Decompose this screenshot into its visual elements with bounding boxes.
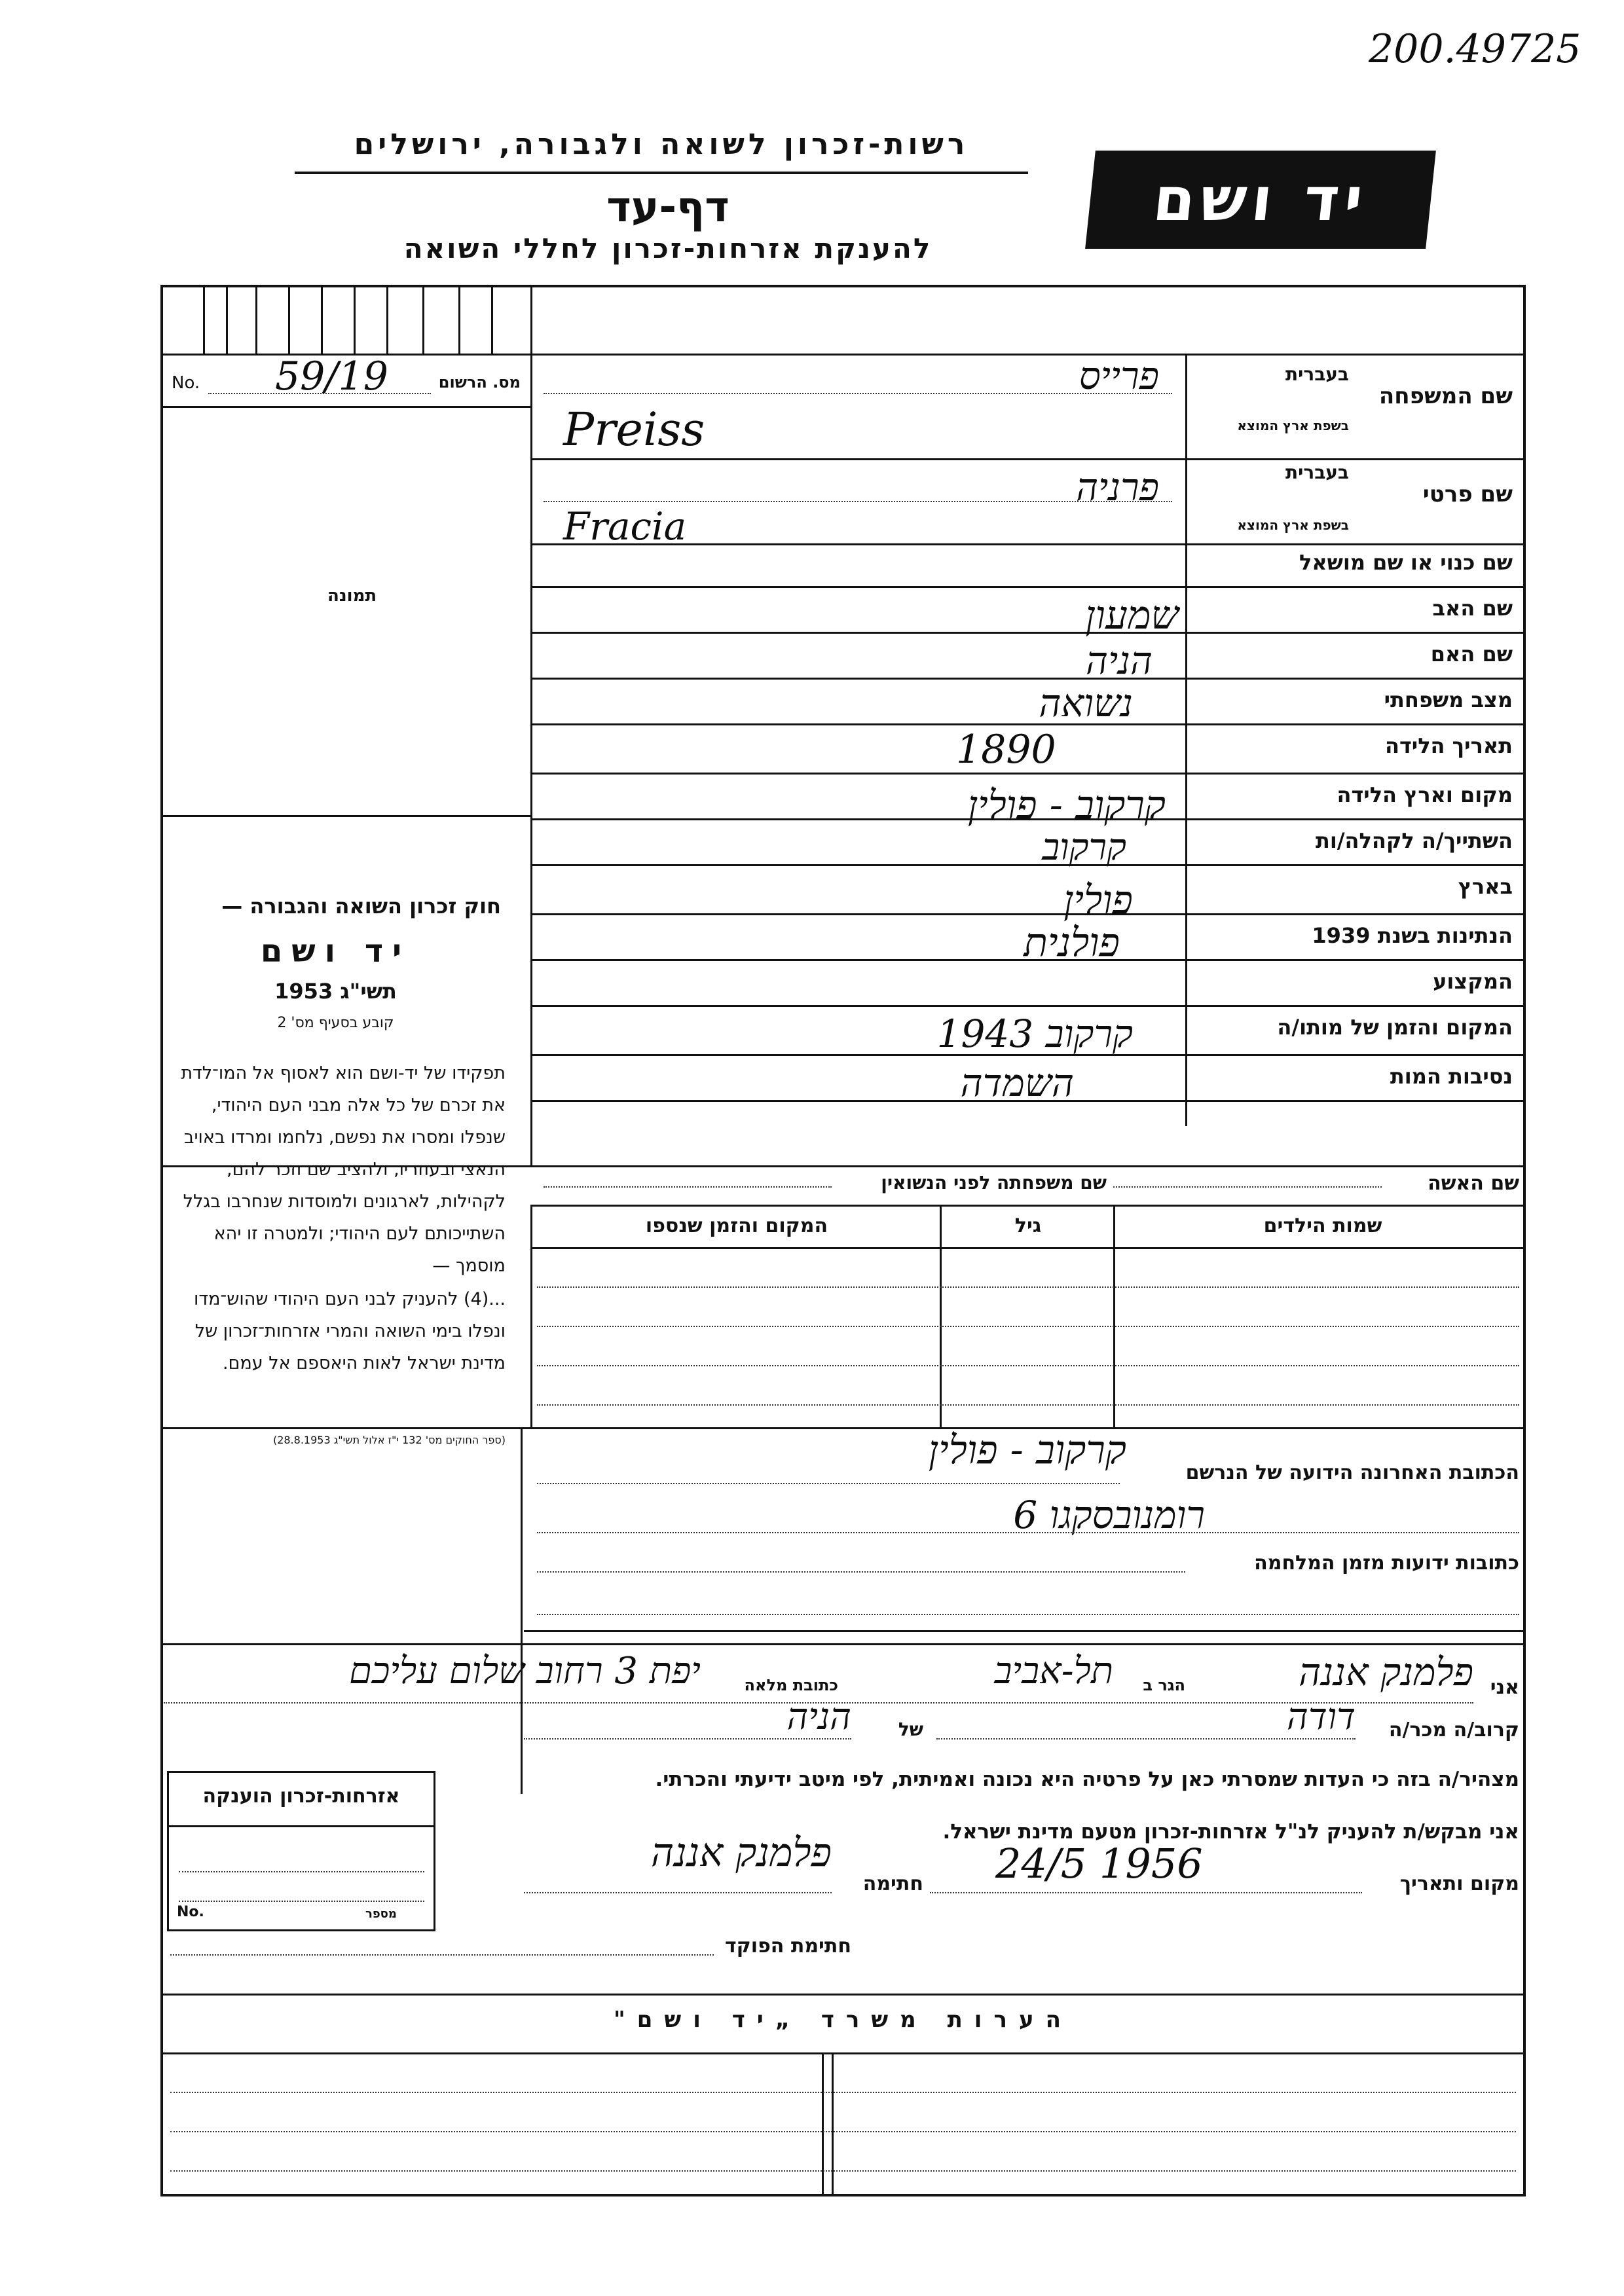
place-date-label: מקום ותאריך <box>1399 1872 1519 1895</box>
wartime-address-label: כתובות ידועות מזמן המלחמה <box>1254 1552 1519 1575</box>
declarant-city: תל-אביב <box>994 1650 1113 1692</box>
request-line: אני מבקש/ת להעניק לנ"ל אזרחות-זכרון מטעם מדינת ישראל. <box>942 1820 1519 1844</box>
marital-label: מצב משפחתי <box>1384 687 1513 712</box>
law-text-1: תפקידו של יד-ושם הוא לאסוף אל המו־לדת את זכרם של כל אלה מבני העם היהודי, שנפלו ומסרו את נפשם, נלחמו ומרדו באויב הנאצי ובעוזריו, ולהציב שם וזכר להם, לקהילות, לארגונים ולמוסדות שנחרבו בגלל השתייכותם לעם היהודי; ולמטרה זו יהא מוסמך — <box>181 1063 506 1276</box>
mother-label: שם האם <box>1430 642 1513 666</box>
last-address-value-1: קרקוב - פולין <box>928 1427 1126 1473</box>
logo-text: יד ושם <box>1150 164 1371 234</box>
photo-label: תמונה <box>327 586 377 606</box>
law-source: (ספר החוקים מס' 132 י"ז אלול תשי"ג 28.8.1953) <box>272 1434 506 1446</box>
award-box <box>167 1771 435 1931</box>
father-label: שם האב <box>1432 596 1513 621</box>
corner-number: 200.49725 <box>1369 26 1581 72</box>
birthplace-value: קרקוב - פולין <box>967 782 1166 828</box>
father-value: שמעון <box>1085 592 1179 638</box>
reg-no-label: No. <box>172 373 200 393</box>
birthdate-value: 1890 <box>956 727 1056 773</box>
nickname-label: שם כנוי או שם מושאל <box>1299 550 1513 575</box>
law-text-2: ...(4) להעניק לבני העם היהודי שהוש־מדו ונפלו בימי השואה והמרי אזרחות־זכרון של מדינת ישראל לאות היאספם אל עמם. <box>194 1289 506 1374</box>
award-number-label: מספר <box>365 1907 397 1921</box>
wife-label: שם האשה <box>1428 1172 1519 1195</box>
law-clause: קובע בסעיף מס' 2 <box>277 1015 394 1031</box>
of-label: של <box>898 1719 923 1740</box>
family-hebrew-label: בעברית <box>1285 363 1349 385</box>
family-name-label: שם המשפחה <box>1378 383 1513 409</box>
place-date-value: 24/5 1956 <box>995 1840 1203 1887</box>
first-name-latin: Fracia <box>563 504 687 549</box>
first-origin-label: בשפת ארץ המוצא <box>1237 517 1349 533</box>
signature-label: חתימה <box>862 1872 923 1895</box>
last-address-value-2: רומנובסקגו 6 <box>1013 1493 1205 1537</box>
family-name-latin: Preiss <box>563 403 705 456</box>
full-address-label: כתובת מלאה <box>744 1676 838 1694</box>
birthplace-label: מקום וארץ הלידה <box>1337 782 1513 807</box>
first-name-hebrew: פרניה <box>1076 465 1159 509</box>
reg-label: מס. הרשום <box>438 373 521 392</box>
law-year: תשי"ג 1953 <box>274 979 397 1004</box>
signature-value: פלמנק אננה <box>651 1830 832 1876</box>
form-title: דף-עד <box>606 183 729 232</box>
award-no-label: No. <box>177 1904 204 1920</box>
death-cause-value: השמדה <box>960 1061 1074 1105</box>
first-name-label: שם פרטי <box>1422 481 1513 507</box>
children-names-header: שמות הילדים <box>1263 1214 1382 1237</box>
children-place-header: המקום והזמן שנספו <box>645 1214 828 1237</box>
children-age-header: גיל <box>1014 1214 1042 1237</box>
office-notes-title: הערות משרד „יד ושם" <box>614 2007 1073 2033</box>
community-value: קרקוב <box>1042 826 1126 869</box>
officer-label: חתימת הפוקד <box>725 1935 851 1958</box>
citizenship-value: פולנית <box>1024 920 1120 966</box>
declare-line: מצהיר/ה בזה כי העדות שמסרתי כאן על פרטיה היא נכונה ואמיתית, לפי מיטב ידיעתי והכרתי. <box>655 1768 1519 1791</box>
death-place-label: המקום והזמן של מותו/ה <box>1277 1015 1513 1040</box>
label-column-divider <box>1185 354 1187 1126</box>
resides-label: הגר ב <box>1143 1676 1185 1694</box>
left-column-divider <box>530 354 532 1165</box>
org-line: רשות-זכרון לשואה ולגבורה, ירושלים <box>354 128 969 161</box>
family-name-hebrew: פרייס <box>1079 354 1159 398</box>
of-value: הניה <box>786 1696 851 1738</box>
citizenship-label: הנתינות בשנת 1939 <box>1312 923 1513 948</box>
relation-label: קרוב/ה מכר/ה <box>1388 1719 1519 1741</box>
ani-label: אני <box>1490 1676 1519 1699</box>
form-subtitle: להענקת אזרחות-זכרון לחללי השואה <box>403 232 932 264</box>
profession-label: המקצוע <box>1433 969 1513 994</box>
award-title: אזרחות-זכרון הוענקה <box>202 1785 400 1808</box>
death-place-value: קרקוב 1943 <box>936 1011 1133 1056</box>
law-heading: חוק זכרון השואה והגבורה — <box>221 894 501 919</box>
yad-vashem-logo <box>1085 151 1436 249</box>
birthdate-label: תאריך הלידה <box>1384 733 1513 758</box>
death-cause-label: נסיבות המות <box>1390 1064 1513 1089</box>
marital-value: נשואה <box>1039 681 1133 725</box>
first-hebrew-label: בעברית <box>1285 462 1349 483</box>
wife-maiden-label: שם משפחתה לפני הנשואין <box>881 1172 1107 1194</box>
community-label: השתייך/ה לקהלה/ות <box>1315 828 1513 853</box>
mother-value: הניה <box>1085 638 1153 683</box>
last-address-label: הכתובת האחרונה הידועה של הנרשם <box>1185 1461 1519 1484</box>
family-origin-label: בשפת ארץ המוצא <box>1237 418 1349 433</box>
country-value: פולין <box>1063 877 1133 923</box>
declarant-address: יפת 3 רחוב שלום עליכם <box>349 1650 701 1692</box>
law-name: יד ושם <box>260 933 411 970</box>
country-label: בארץ <box>1458 874 1513 899</box>
declarant-name: פלמנק אננה <box>1299 1650 1473 1694</box>
reg-number: 59/19 <box>275 354 388 399</box>
relation-value: דודה <box>1287 1696 1356 1738</box>
org-underline <box>295 172 1028 174</box>
